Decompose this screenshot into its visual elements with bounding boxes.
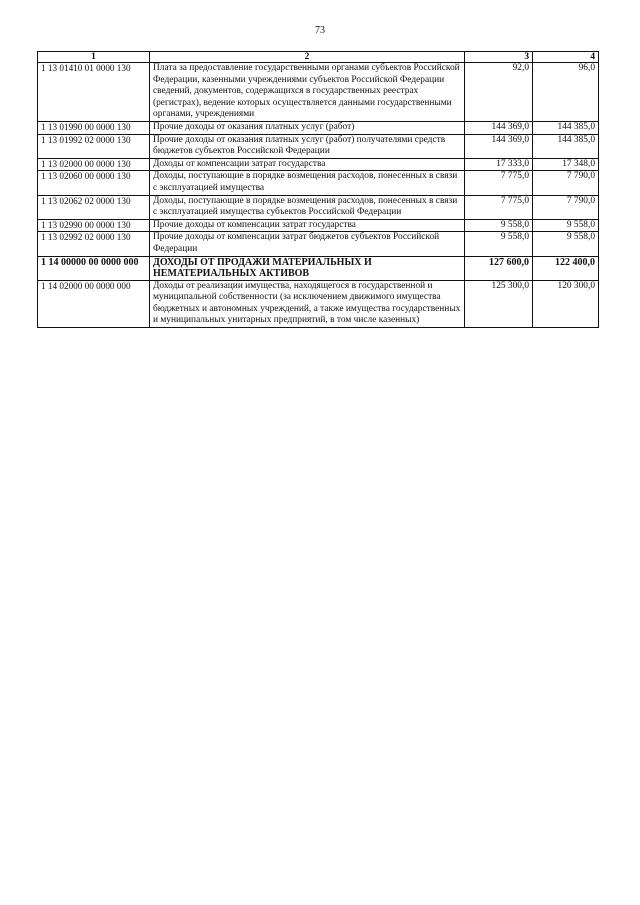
amount-year-1-cell: 9 558,0: [465, 219, 533, 232]
amount-year-1-cell: 9 558,0: [465, 232, 533, 256]
column-header-year-2: 4: [533, 52, 599, 63]
revenue-name-cell: Прочие доходы от компенсации затрат бюджетов субъектов Российской Федерации: [150, 232, 465, 256]
revenue-name-cell: Прочие доходы от оказания платных услуг (работ) получателями средств бюджетов субъектов Российской Федерации: [150, 134, 465, 158]
revenue-name-cell: Плата за предоставление государственными органами субъектов Российской Федерации, казенными учреждениями субъектов Российской Федерации сведений, документов, содержащихся в государственных реестрах (регистрах), ведение которых осуществляется данными государственными органами, учреждениями: [150, 63, 465, 122]
table-row: [38, 121, 599, 134]
revenue-name-cell: Доходы от реализации имущества, находящегося в государственной и муниципальной собственности (за исключением движимого имущества бюджетных и автономных учреждений, а также имущества государственных и муниципальных унитарных предприятий, в том числе казенных): [150, 280, 465, 327]
table-row: [38, 63, 599, 122]
budget-code-cell: 1 13 02990 00 0000 130: [38, 219, 150, 232]
column-header-year-1: 3: [465, 52, 533, 63]
amount-year-2-cell: 120 300,0: [533, 280, 599, 327]
revenue-name-cell: Доходы от компенсации затрат государства: [150, 158, 465, 171]
budget-code-cell: 1 13 01992 02 0000 130: [38, 134, 150, 158]
budget-code-cell: 1 13 01990 00 0000 130: [38, 121, 150, 134]
amount-year-1-cell: 7 775,0: [465, 171, 533, 195]
amount-year-2-cell: 144 385,0: [533, 121, 599, 134]
column-header-name: 2: [150, 52, 465, 63]
budget-code-cell: 1 13 02060 00 0000 130: [38, 171, 150, 195]
amount-year-2-cell: 96,0: [533, 63, 599, 122]
table-row: [38, 280, 599, 327]
amount-year-2-cell: 7 790,0: [533, 195, 599, 219]
amount-year-2-cell: 122 400,0: [533, 256, 599, 280]
revenue-name-cell: Доходы, поступающие в порядке возмещения расходов, понесенных в связи с эксплуатацией имущества субъектов Российской Федерации: [150, 195, 465, 219]
column-header-code: 1: [38, 52, 150, 63]
budget-revenue-table: [37, 51, 599, 328]
table-row: [38, 134, 599, 158]
amount-year-1-cell: 144 369,0: [465, 134, 533, 158]
revenue-name-cell: Прочие доходы от компенсации затрат государства: [150, 219, 465, 232]
table-row: [38, 158, 599, 171]
table-row: [38, 195, 599, 219]
revenue-name-cell: Доходы, поступающие в порядке возмещения расходов, понесенных в связи с эксплуатацией имущества: [150, 171, 465, 195]
amount-year-2-cell: 9 558,0: [533, 219, 599, 232]
amount-year-2-cell: 17 348,0: [533, 158, 599, 171]
table-row: [38, 232, 599, 256]
amount-year-1-cell: 92,0: [465, 63, 533, 122]
revenue-name-cell: Прочие доходы от оказания платных услуг (работ): [150, 121, 465, 134]
revenue-name-cell: ДОХОДЫ ОТ ПРОДАЖИ МАТЕРИАЛЬНЫХ И НЕМАТЕРИАЛЬНЫХ АКТИВОВ: [150, 256, 465, 280]
amount-year-1-cell: 127 600,0: [465, 256, 533, 280]
table-header-row: [38, 52, 599, 63]
amount-year-2-cell: 7 790,0: [533, 171, 599, 195]
amount-year-1-cell: 17 333,0: [465, 158, 533, 171]
budget-code-cell: 1 13 02992 02 0000 130: [38, 232, 150, 256]
page-number: 73: [315, 25, 325, 36]
budget-code-cell: 1 13 02062 02 0000 130: [38, 195, 150, 219]
amount-year-1-cell: 144 369,0: [465, 121, 533, 134]
table-row: [38, 171, 599, 195]
budget-code-cell: 1 13 01410 01 0000 130: [38, 63, 150, 122]
table-row: [38, 256, 599, 280]
amount-year-1-cell: 125 300,0: [465, 280, 533, 327]
budget-code-cell: 1 13 02000 00 0000 130: [38, 158, 150, 171]
amount-year-1-cell: 7 775,0: [465, 195, 533, 219]
amount-year-2-cell: 9 558,0: [533, 232, 599, 256]
table-row: [38, 219, 599, 232]
amount-year-2-cell: 144 385,0: [533, 134, 599, 158]
budget-code-cell: 1 14 02000 00 0000 000: [38, 280, 150, 327]
budget-code-cell: 1 14 00000 00 0000 000: [38, 256, 150, 280]
